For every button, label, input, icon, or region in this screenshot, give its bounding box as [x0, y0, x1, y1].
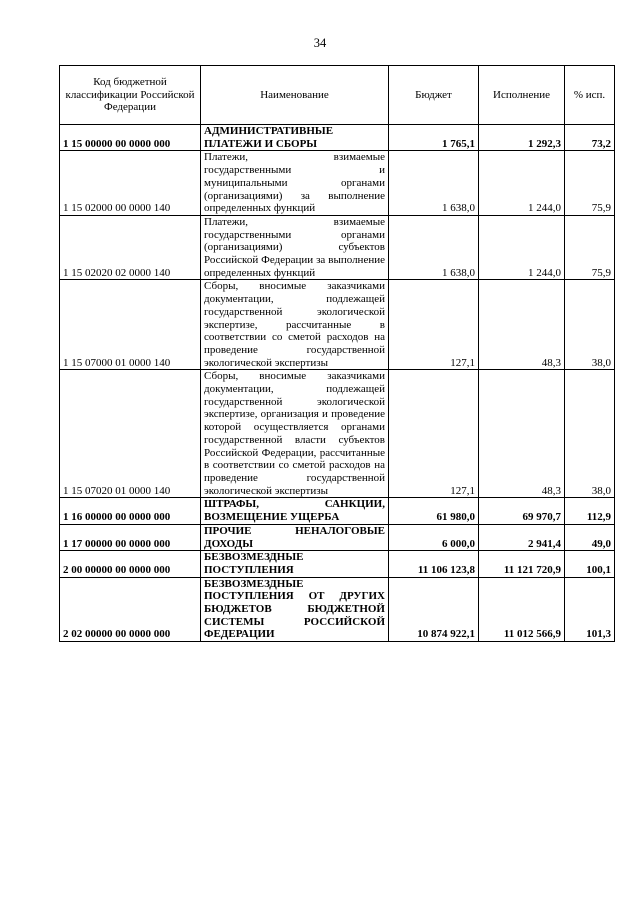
table-row: [60, 551, 615, 577]
row-percent: 75,9: [565, 215, 615, 280]
budget-table: [59, 65, 615, 642]
row-code: 1 17 00000 00 0000 000: [60, 524, 201, 550]
row-budget: 6 000,0: [389, 524, 479, 550]
row-name: Платежи, взимаемые государственными органами (организациями) субъектов Российской Федерации за выполнение определенных функций: [201, 215, 389, 280]
row-execution: 11 012 566,9: [479, 577, 565, 642]
row-code: 2 02 00000 00 0000 000: [60, 577, 201, 642]
row-code: 1 15 07020 01 0000 140: [60, 370, 201, 498]
header-code: Код бюджетной классификации Российской Федерации: [60, 66, 201, 125]
header-name: Наименование: [201, 66, 389, 125]
row-execution: 48,3: [479, 280, 565, 370]
row-budget: 10 874 922,1: [389, 577, 479, 642]
table-row: [60, 280, 615, 370]
row-name: Платежи, взимаемые государственными и муниципальными органами (организациями) за выполнение определенных функций: [201, 151, 389, 216]
table-row: [60, 215, 615, 280]
row-percent: 75,9: [565, 151, 615, 216]
row-execution: 11 121 720,9: [479, 551, 565, 577]
row-execution: 48,3: [479, 370, 565, 498]
row-budget: 1 765,1: [389, 125, 479, 151]
row-name: ПРОЧИЕ НЕНАЛОГОВЫЕ ДОХОДЫ: [201, 524, 389, 550]
row-percent: 100,1: [565, 551, 615, 577]
table-row: [60, 370, 615, 498]
row-percent: 112,9: [565, 498, 615, 524]
header-budget: Бюджет: [389, 66, 479, 125]
table-row: [60, 151, 615, 216]
table-row: [60, 577, 615, 642]
row-execution: 1 244,0: [479, 151, 565, 216]
row-budget: 1 638,0: [389, 151, 479, 216]
row-percent: 38,0: [565, 280, 615, 370]
row-execution: 69 970,7: [479, 498, 565, 524]
row-code: 1 15 02020 02 0000 140: [60, 215, 201, 280]
row-budget: 1 638,0: [389, 215, 479, 280]
header-execution: Исполнение: [479, 66, 565, 125]
row-name: Сборы, вносимые заказчиками документации, подлежащей государственной экологической экспертизе, рассчитанные в соответствии со сметой расходов на проведение государственной экологической экспертизы: [201, 280, 389, 370]
row-budget: 11 106 123,8: [389, 551, 479, 577]
row-name: Сборы, вносимые заказчиками документации, подлежащей государственной экологической экспертизе, организация и проведение которой осуществляется органами государственной власти субъектов Российской Федерации, рассчитанные в соответствии со сметой расходов на проведение государственной экологической экспертизы: [201, 370, 389, 498]
page-number: 34: [313, 36, 327, 50]
row-budget: 127,1: [389, 280, 479, 370]
row-code: 1 15 02000 00 0000 140: [60, 151, 201, 216]
row-execution: 1 244,0: [479, 215, 565, 280]
header-percent: % исп.: [565, 66, 615, 125]
row-percent: 38,0: [565, 370, 615, 498]
row-percent: 49,0: [565, 524, 615, 550]
row-name: БЕЗВОЗМЕЗДНЫЕ ПОСТУПЛЕНИЯ: [201, 551, 389, 577]
row-percent: 101,3: [565, 577, 615, 642]
row-code: 2 00 00000 00 0000 000: [60, 551, 201, 577]
row-percent: 73,2: [565, 125, 615, 151]
row-execution: 1 292,3: [479, 125, 565, 151]
row-budget: 61 980,0: [389, 498, 479, 524]
row-code: 1 15 00000 00 0000 000: [60, 125, 201, 151]
table-header-row: [60, 66, 615, 125]
row-name: ШТРАФЫ, САНКЦИИ, ВОЗМЕЩЕНИЕ УЩЕРБА: [201, 498, 389, 524]
row-name: АДМИНИСТРАТИВНЫЕ ПЛАТЕЖИ И СБОРЫ: [201, 125, 389, 151]
table-row: [60, 524, 615, 550]
row-execution: 2 941,4: [479, 524, 565, 550]
row-budget: 127,1: [389, 370, 479, 498]
row-code: 1 15 07000 01 0000 140: [60, 280, 201, 370]
table-row: [60, 498, 615, 524]
row-name: БЕЗВОЗМЕЗДНЫЕ ПОСТУПЛЕНИЯ ОТ ДРУГИХ БЮДЖЕТОВ БЮДЖЕТНОЙ СИСТЕМЫ РОССИЙСКОЙ ФЕДЕРАЦИИ: [201, 577, 389, 642]
table-row: [60, 125, 615, 151]
row-code: 1 16 00000 00 0000 000: [60, 498, 201, 524]
